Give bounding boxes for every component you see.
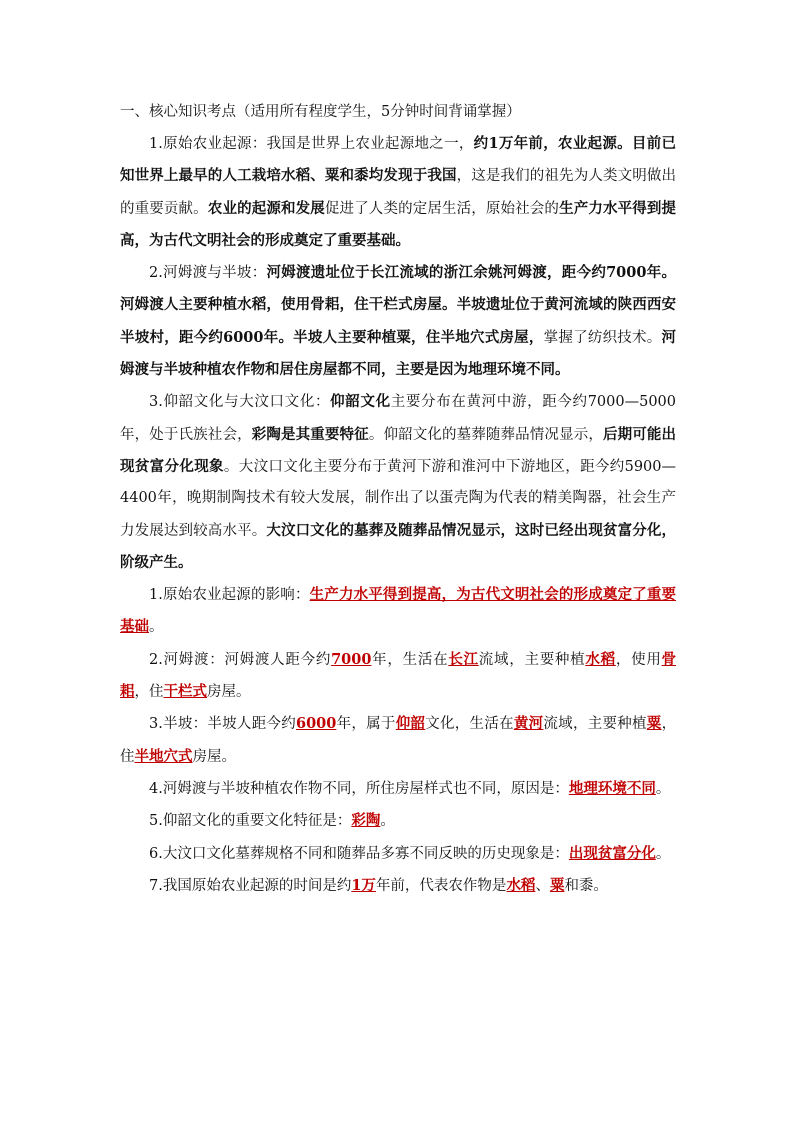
text-segment: 7.我国原始农业起源的时间是约 [149,877,352,894]
answer-segment: 出现贫富分化 [568,844,656,862]
answer-segment: 黄河 [513,715,544,733]
text-segment: 房屋。 [207,684,251,701]
text-segment: 。 [655,845,671,862]
text-segment: 2.河姆渡与半坡： [149,265,267,282]
text-segment: 流域，主要种植 [478,651,586,668]
text-segment: 6.大汶口文化墓葬规格不同和随葬品多寡不同反映的历史现象是： [149,845,569,862]
bold-segment: 大汶口文化的墓葬及随葬品情况显示，这时已经出现贫富分化，阶级产生。 [120,521,677,571]
qa-6 [120,838,676,870]
text-segment: 流域，主要种植 [543,716,647,733]
text-segment: 。大汶口文化主要分布于黄河下游和淮河中下游地区，距今约5900—4400年，晚期制陶技术有较大发展，制作出了以蛋壳陶为代表的精美陶器，社会生产力发展达到较高水平。 [120,458,676,539]
answer-segment: 1万 [351,876,376,894]
text-segment: ，住 [120,716,677,765]
answer-segment: 长江 [448,650,479,668]
answer-segment: 干栏式 [163,683,207,701]
text-segment: 房屋。 [192,748,236,765]
answer-segment: 粟 [646,715,662,733]
para-yangshao-dawenkou [120,386,676,579]
answer-segment: 仰韶 [395,715,426,733]
text-segment: 。仰韶文化的墓葬随葬品情况显示， [368,426,603,443]
qa-5 [120,805,676,837]
bold-segment: 仰韶文化 [330,393,391,411]
text-segment: 年前，代表农作物是 [375,877,507,894]
bold-segment: 约1万年前，农业起源。目前已知世界上最早的人工栽培水稻、粟和黍均发现于我国 [120,135,676,185]
section-heading: 一、核心知识考点（适用所有程度学生，5分钟时间背诵掌握） [120,104,521,120]
text-segment: 主要分布在黄河中游，距今约7000—5000年，处于氏族社会， [120,394,676,443]
text-segment: 3.半坡：半坡人距今约 [149,716,296,733]
text-segment: 3.仰韶文化与大汶口文化： [149,394,331,411]
qa-7 [120,870,676,902]
text-segment: 2.河姆渡：河姆渡人距今约 [149,651,332,668]
answer-segment: 7000 [331,650,372,668]
answer-segment: 骨耜 [120,650,677,701]
text-segment: 。 [149,619,164,636]
para-origin-agriculture [120,128,676,257]
bold-segment: 河姆渡与半坡种植农作物和居住房屋都不同，主要是因为地理环境不同。 [120,328,677,379]
bold-segment: 彩陶是其重要特征 [251,425,369,443]
para-hemudu-banpo [120,257,676,386]
text-segment: ，住 [134,684,164,701]
answer-segment: 6000 [296,715,337,733]
bold-segment: 后期可能出现贫富分化现象 [120,425,677,475]
text-segment: 。 [380,813,395,830]
answer-segment: 水稻 [585,650,616,668]
bold-segment: 农业的起源和发展 [207,199,325,217]
answer-segment: 彩陶 [351,812,381,830]
qa-4 [120,773,676,805]
text-segment: 。 [655,780,671,797]
text-segment: 4.河姆渡与半坡种植农作物不同，所住房屋样式也不同，原因是： [149,780,569,797]
text-segment: 年，属于 [336,716,396,733]
text-segment: 1.原始农业起源：我国是世界上农业起源地之一， [149,136,474,152]
answer-segment: 水稻 [506,876,536,894]
qa-1 [120,579,676,644]
qa-3 [120,708,676,773]
bold-segment: 生产力水平得到提高，为古代文明社会的形成奠定了重要基础。 [120,199,677,249]
bold-segment: 河姆渡遗址位于长江流域的浙江余姚河姆渡，距今约7000年。河姆渡人主要种植水稻，使用骨耜，住干栏式房屋。半坡遗址位于黄河流域的陕西西安半坡村，距今约6000年。半坡人主要种植粟，住半地穴式房屋， [120,264,676,346]
paragraph-list [120,128,676,902]
text-segment: 掌握了纺织技术。 [543,329,662,346]
document-content [120,97,676,902]
text-segment: 文化，生活在 [425,716,514,733]
answer-segment: 半地穴式 [134,747,193,765]
text-segment: 5.仰韶文化的重要文化特征是： [149,813,352,830]
text-segment: 1.原始农业起源的影响： [149,587,310,604]
answer-segment: 地理环境不同 [568,779,656,797]
qa-2 [120,644,676,709]
text-segment: ，这是我们的祖先为人类文明做出的重要贡献。 [120,168,676,217]
text-segment: 促进了人类的定居生活，原始社会的 [324,200,560,217]
text-segment: 年，生活在 [371,651,449,668]
answer-segment: 粟 [549,876,565,894]
text-segment: 和黍。 [564,877,608,894]
answer-segment: 生产力水平得到提高，为古代文明社会的形成奠定了重要基础 [120,586,677,636]
text-segment: ，使用 [615,651,662,668]
text-segment: 、 [535,877,550,894]
